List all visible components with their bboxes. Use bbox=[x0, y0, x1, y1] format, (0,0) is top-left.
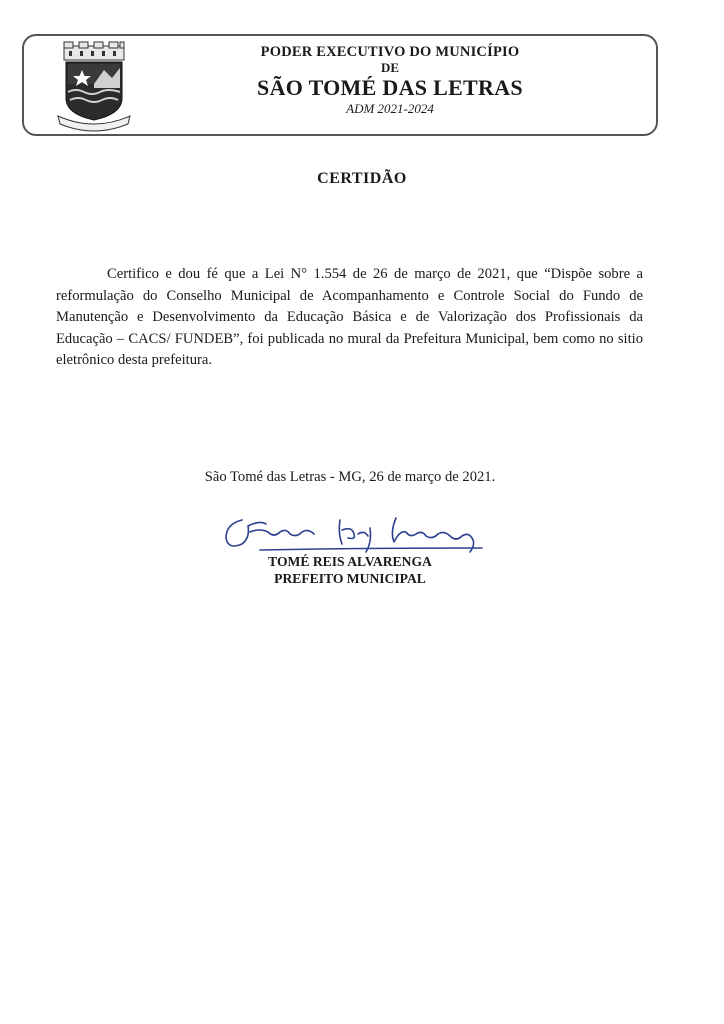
handwritten-signature bbox=[220, 508, 500, 558]
letterhead-text bbox=[134, 36, 646, 116]
document-title: CERTIDÃO bbox=[317, 170, 407, 187]
executive-power-line: PODER EXECUTIVO DO MUNICÍPIO bbox=[260, 44, 520, 60]
municipal-crest-icon bbox=[54, 40, 134, 132]
municipality-name: SÃO TOMÉ DAS LETRAS bbox=[257, 75, 523, 100]
administration-period: ADM 2021-2024 bbox=[346, 101, 434, 116]
letterhead bbox=[22, 34, 658, 136]
place-date: São Tomé das Letras - MG, 26 de março de 2021. bbox=[204, 469, 496, 485]
preposition-line: DE bbox=[380, 60, 400, 75]
certificate-body: Certifico e dou fé que a Lei N° 1.554 de 26 de março de 2021, que “Dispõe sobre a reformulação do Conselho Municipal de Acompanhamento e Controle Social do Fundo de Manutenção e Desenvolvimento da Educação Básica e de Valorização dos Profissionais da Educação – CACS/ FUNDEB”, foi publicada no mural da Prefeitura Municipal, bem como no sitio eletrônico desta prefeitura. bbox=[56, 266, 643, 368]
signer-role: PREFEITO MUNICIPAL bbox=[274, 571, 426, 586]
signer-name: TOMÉ REIS ALVARENGA bbox=[268, 554, 432, 569]
